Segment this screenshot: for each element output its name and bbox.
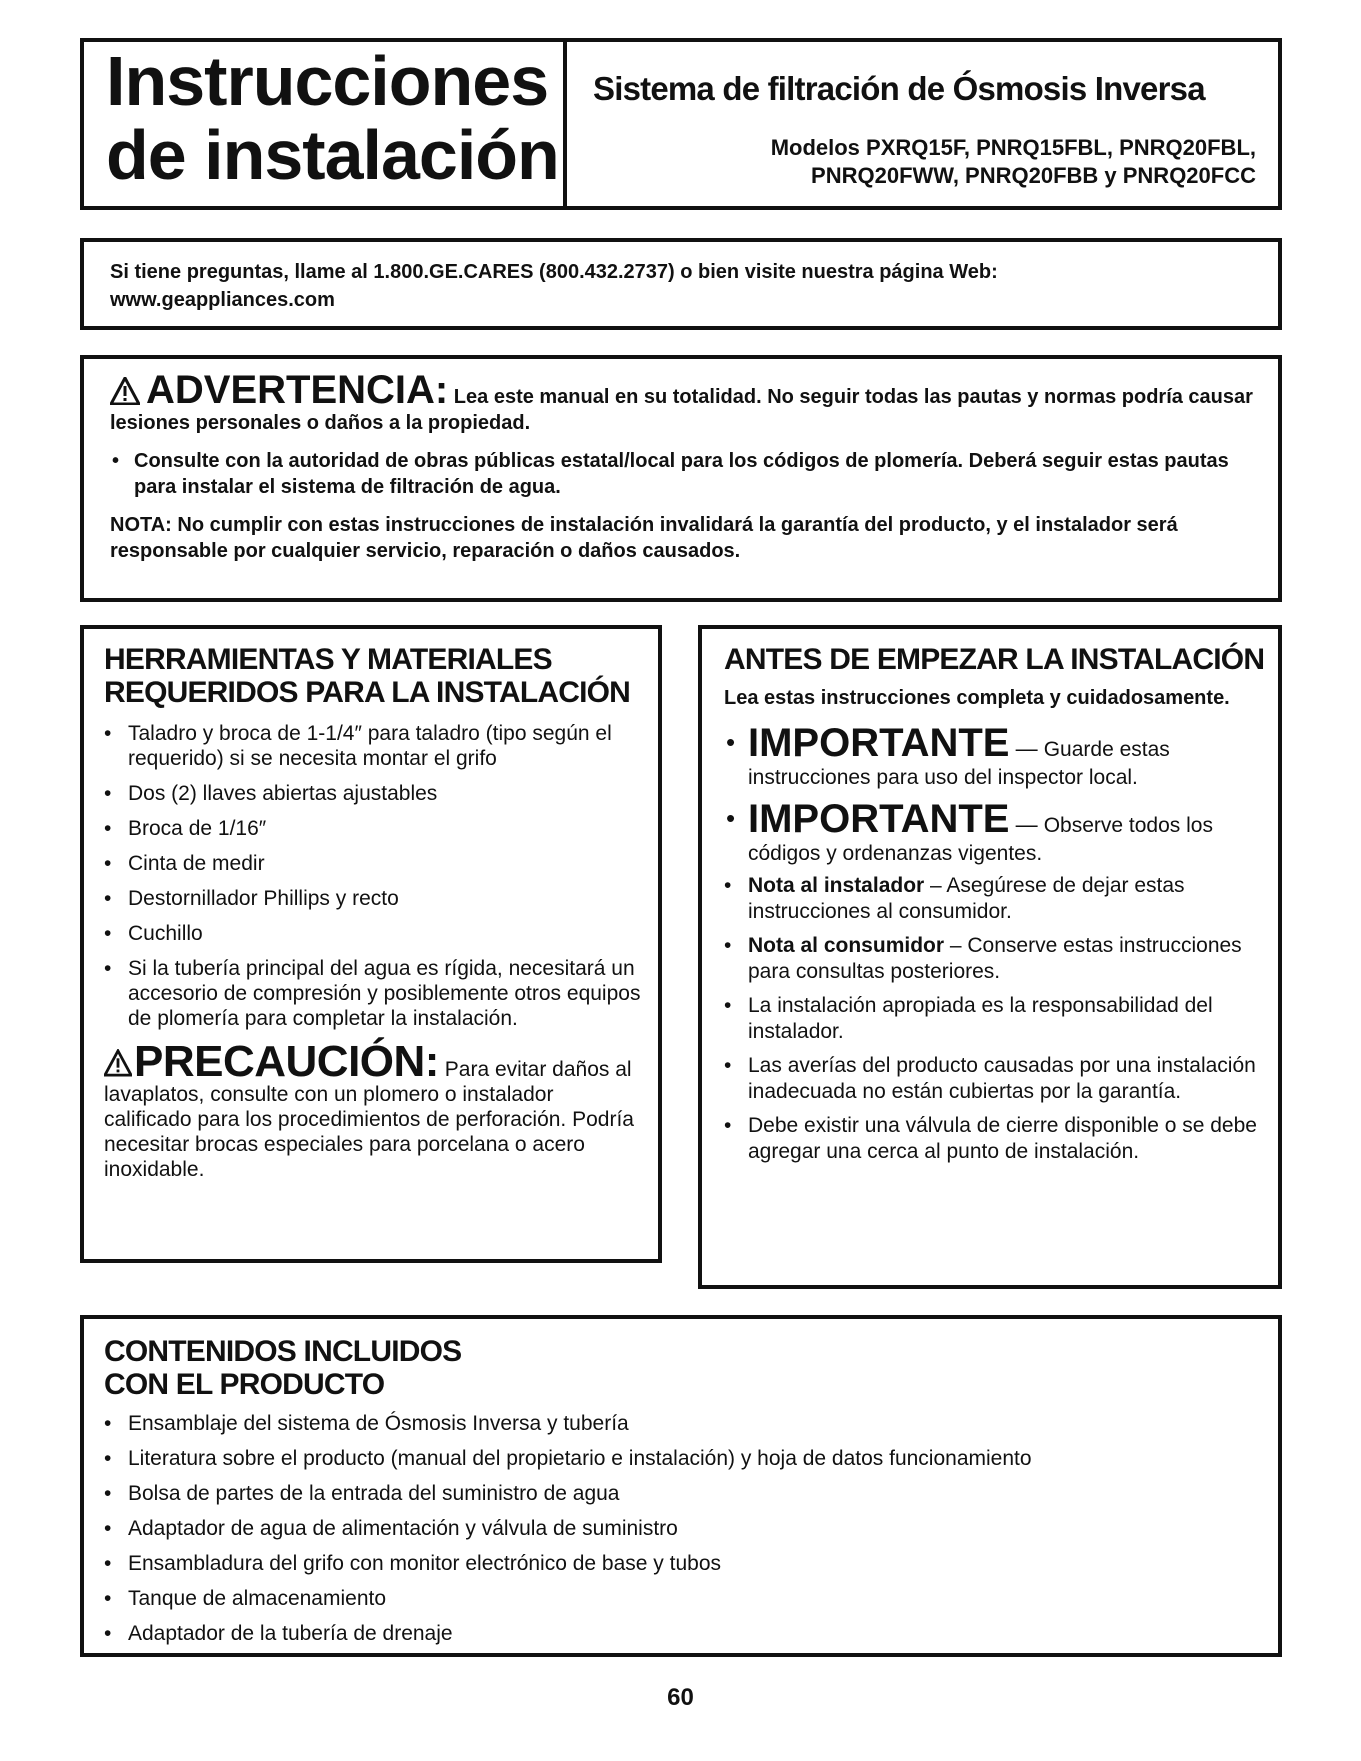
contents-title-line-1: CONTENIDOS INCLUIDOS (104, 1335, 462, 1368)
contents-box (80, 1315, 1282, 1657)
important-text: Guarde estas instrucciones para uso del inspector local. (748, 738, 1170, 789)
contents-title-line-2: CON EL PRODUCTO (104, 1368, 385, 1401)
item-bold: Nota al instalador (748, 874, 925, 897)
caution-label: PRECAUCIÓN: (134, 1037, 439, 1086)
list-item: • Bolsa de partes de la entrada del suministro de agua (104, 1481, 1268, 1506)
list-item: • Adaptador de la tubería de drenaje (104, 1621, 1268, 1646)
models-line-1: Modelos PXRQ15F, PNRQ15FBL, PNRQ20FBL, (770, 135, 1256, 160)
item-text: – Conserve estas instrucciones para consultas posteriores. (748, 934, 1242, 983)
title-line-1: Instrucciones (106, 42, 549, 120)
important-dash: — (1009, 736, 1044, 761)
list-item: • Tanque de almacenamiento (104, 1586, 1268, 1611)
contents-list (84, 1401, 1278, 1646)
warning-triangle-icon (110, 377, 140, 405)
list-item (724, 933, 1264, 985)
website-link[interactable]: www.geappliances.com (110, 289, 335, 311)
list-item (724, 993, 1264, 1045)
caution-triangle-icon (104, 1049, 132, 1077)
item-text: La instalación apropiada es la responsabilidad del instalador. (748, 994, 1213, 1043)
warning-heading (84, 359, 1278, 436)
contents-title (84, 1319, 1278, 1401)
item-bold: Nota al consumidor (748, 934, 945, 957)
system-title: Sistema de filtración de Ósmosis Inversa (593, 70, 1205, 107)
warning-bullet: • Consulte con la autoridad de obras públicas estatal/local para los códigos de plomería. Deberá seguir estas pautas para instalar el sistema de filtración de agua. (84, 436, 1278, 500)
model-list (771, 134, 1256, 190)
subtitle-panel (571, 42, 1278, 206)
list-item: • Dos (2) llaves abiertas ajustables (104, 781, 648, 806)
list-item: • Destornillador Phillips y recto (104, 886, 648, 911)
document-title (84, 42, 563, 192)
important-item (724, 797, 1264, 867)
before-intro: Lea estas instrucciones completa y cuidadosamente. (724, 687, 1230, 709)
list-item (724, 873, 1264, 925)
important-item (724, 721, 1264, 791)
list-item: • Ensambladura del grifo con monitor electrónico de base y tubos (104, 1551, 1268, 1576)
caution-block (84, 1037, 658, 1182)
tools-title (84, 629, 658, 709)
header-box (80, 38, 1282, 210)
contact-text (84, 242, 1278, 314)
tools-box (80, 625, 662, 1263)
before-title: ANTES DE EMPEZAR LA INSTALACIÓN (724, 643, 1265, 676)
list-item: • Adaptador de agua de alimentación y válvula de suministro (104, 1516, 1268, 1541)
item-text: Las averías del producto causadas por una instalación inadecuada no están cubiertas por la garantía. (748, 1054, 1256, 1103)
page-number: 60 (667, 1684, 694, 1711)
list-item: • Broca de 1/16″ (104, 816, 648, 841)
item-text: – Asegúrese de dejar estas instrucciones al consumidor. (748, 874, 1185, 923)
warning-label: ADVERTENCIA: (146, 368, 449, 412)
title-panel (84, 42, 567, 206)
tools-title-line-2: REQUERIDOS PARA LA INSTALACIÓN (104, 676, 631, 709)
caution-text: Para evitar daños al lavaplatos, consulte con un plomero o instalador calificado para los procedimientos de perforación. Podría necesitar brocas especiales para porcelana o acero inoxidable. (104, 1058, 634, 1181)
models-line-2: PNRQ20FWW, PNRQ20FBB y PNRQ20FCC (811, 163, 1256, 188)
important-dash: — (1009, 812, 1044, 837)
important-label: IMPORTANTE (748, 797, 1010, 841)
important-label: IMPORTANTE (748, 721, 1010, 765)
contact-phone-text: Si tiene preguntas, llame al 1.800.GE.CARES (800.432.2737) o bien visite nuestra página Web: (110, 261, 998, 283)
list-item: • Ensamblaje del sistema de Ósmosis Inversa y tubería (104, 1411, 1268, 1436)
tools-title-line-1: HERRAMIENTAS Y MATERIALES (104, 643, 552, 676)
list-item: • Cinta de medir (104, 851, 648, 876)
warning-box (80, 355, 1282, 602)
important-text: Observe todos los códigos y ordenanzas vigentes. (748, 814, 1213, 865)
title-line-2: de instalación (106, 116, 559, 194)
list-item: • Taladro y broca de 1-1/4″ para taladro (tipo según el requerido) si se necesita montar el grifo (104, 721, 648, 771)
list-item: • Si la tubería principal del agua es rígida, necesitará un accesorio de compresión y posiblemente otros equipos de plomería para completar la instalación. (104, 956, 648, 1031)
list-item (724, 1053, 1264, 1105)
list-item: • Literatura sobre el producto (manual del propietario e instalación) y hoja de datos funcionamiento (104, 1446, 1268, 1471)
before-list (702, 711, 1278, 1165)
tools-list (84, 709, 658, 1031)
before-install-box (698, 625, 1282, 1289)
warning-intro: Lea este manual en su totalidad. No seguir todas las pautas y normas podría causar lesiones personales o daños a la propiedad. (110, 386, 1253, 434)
list-item: • Cuchillo (104, 921, 648, 946)
contact-box (80, 238, 1282, 330)
warning-note: NOTA: No cumplir con estas instrucciones de instalación invalidará la garantía del producto, y el instalador será responsable por cualquier servicio, reparación o daños causados. (110, 514, 1178, 562)
list-item (724, 1113, 1264, 1165)
item-text: Debe existir una válvula de cierre disponible o se debe agregar una cerca al punto de instalación. (748, 1114, 1257, 1163)
